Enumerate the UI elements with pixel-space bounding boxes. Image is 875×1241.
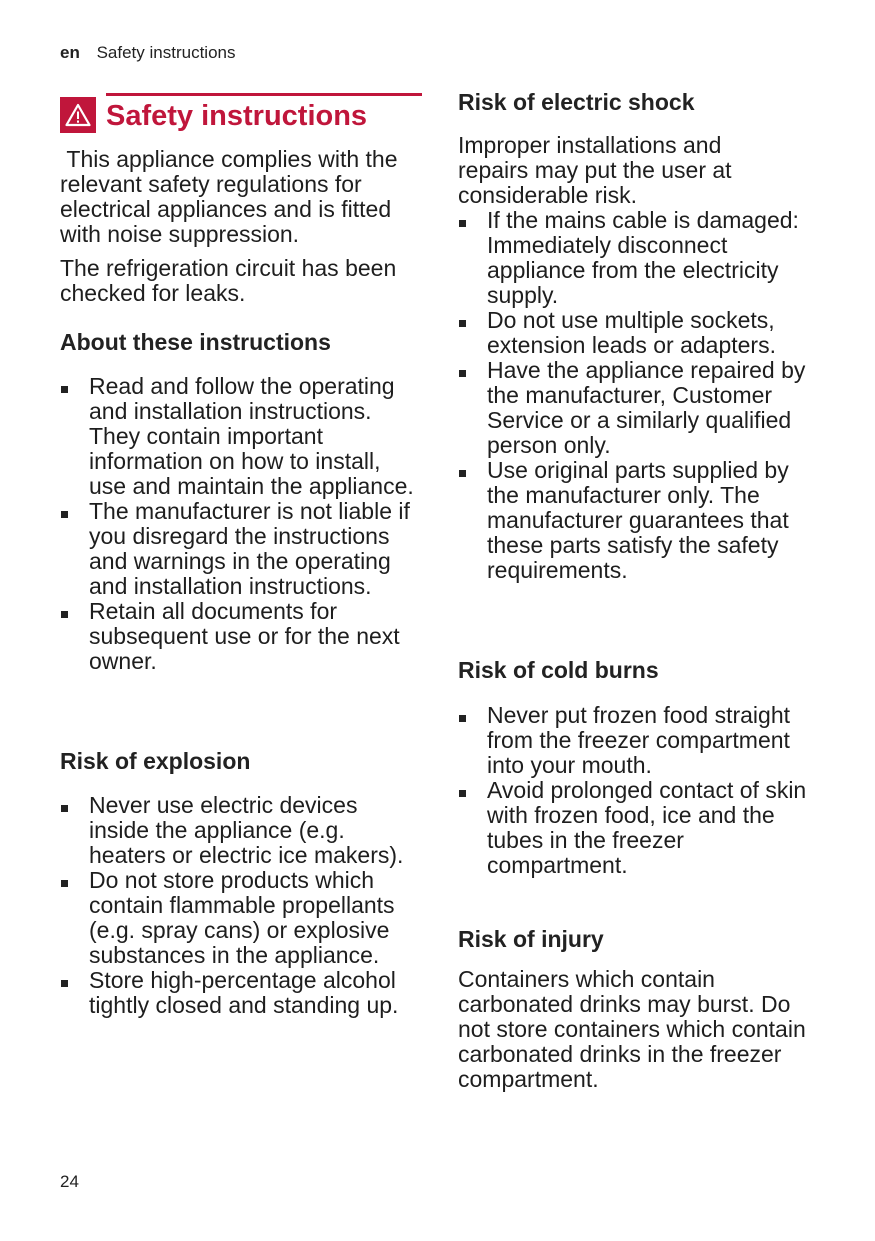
shock-heading: Risk of electric shock [458,89,695,115]
injury-text: Containers which contain carbonated drinks may burst. Do not store containers which contain carbonated drinks in the freezer compartment. [458,966,806,1092]
warning-triangle-icon [60,97,96,133]
cold-burns-list [458,703,820,878]
list-item: Never put frozen food straight from the freezer compartment into your mouth. [458,703,820,778]
intro-leak-text: The refrigeration circuit has been checked for leaks. [60,255,397,306]
about-heading: About these instructions [60,329,331,355]
running-head [60,43,235,63]
list-item: Avoid prolonged contact of skin with frozen food, ice and the tubes in the freezer compartment. [458,778,820,878]
shock-list [458,208,820,583]
running-head-section: Safety instructions [96,43,236,62]
list-item: Store high-percentage alcohol tightly closed and standing up. [60,968,422,1018]
list-item: Never use electric devices inside the appliance (e.g. heaters or electric ice makers). [60,793,422,868]
list-item: Retain all documents for subsequent use or for the next owner. [60,599,422,674]
shock-intro-text: Improper installations and repairs may put the user at considerable risk. [458,132,732,208]
cold-burns-heading: Risk of cold burns [458,657,659,683]
page-number: 24 [60,1172,79,1191]
page-title: Safety instructions [106,100,368,132]
list-item: Do not store products which contain flammable propellants (e.g. spray cans) or explosive substances in the appliance. [60,868,422,968]
language-code: en [60,43,80,62]
list-item: Have the appliance repaired by the manufacturer, Customer Service or a similarly qualified person only. [458,358,820,458]
list-item: Use original parts supplied by the manufacturer only. The manufacturer guarantees that these parts satisfy the safety requirements. [458,458,820,583]
list-item: Do not use multiple sockets, extension leads or adapters. [458,308,820,358]
injury-heading: Risk of injury [458,926,604,952]
intro-compliance-text: This appliance complies with the relevant safety regulations for electrical appliances and is fitted with noise suppression. [60,146,404,247]
explosion-heading: Risk of explosion [60,748,251,774]
list-item: Read and follow the operating and installation instructions. They contain important information on how to install, use and maintain the appliance. [60,374,422,499]
about-list [60,374,422,674]
list-item: If the mains cable is damaged: Immediately disconnect appliance from the electricity supply. [458,208,820,308]
title-rule [106,93,422,96]
list-item: The manufacturer is not liable if you disregard the instructions and warnings in the operating and installation instructions. [60,499,422,599]
explosion-list [60,793,422,1018]
